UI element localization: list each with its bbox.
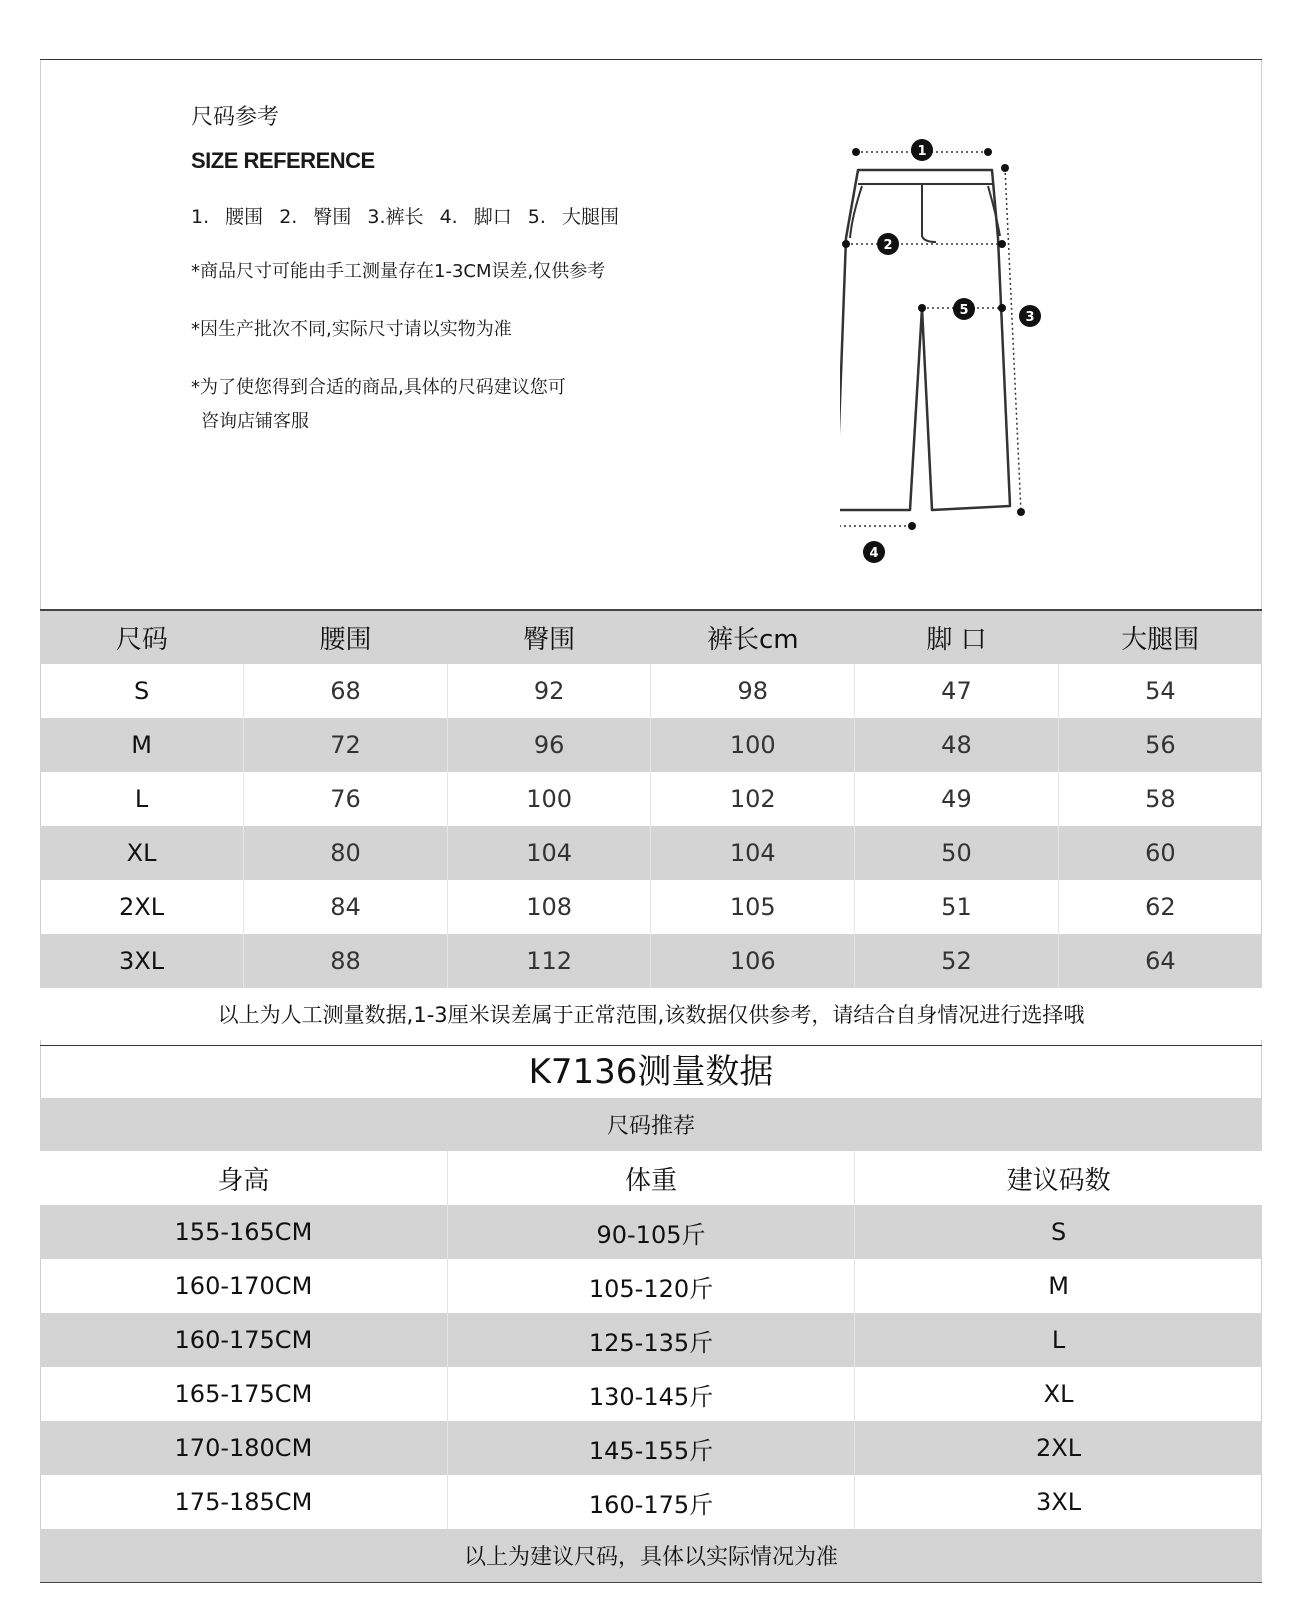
cell-hem: 52 (855, 934, 1059, 988)
cell-thigh: 60 (1058, 826, 1262, 880)
cell-hip: 100 (447, 772, 651, 826)
marker-3-label: 3 (1025, 310, 1035, 325)
cell-hip: 92 (447, 664, 651, 718)
header-hem: 脚 口 (855, 610, 1059, 664)
top-divider (40, 59, 1262, 60)
header-size: 尺码 (40, 610, 244, 664)
cell-thigh: 62 (1145, 893, 1176, 921)
pants-outline (840, 170, 1010, 510)
marker-1-label: 1 (917, 144, 927, 159)
marker-2-label: 2 (883, 238, 893, 253)
table-row (40, 880, 1262, 934)
header-thigh: 大腿围 (1058, 610, 1262, 664)
cell-size: M (40, 718, 244, 772)
size-table-header-row (40, 610, 1262, 664)
cell-length: 100 (651, 718, 855, 772)
header-length: 裤长cm (651, 610, 855, 664)
note-batch-difference: *因生产批次不同,实际尺寸请以实物为准 (191, 319, 512, 340)
table-row (40, 1367, 1262, 1421)
cell-height: 160-170CM (40, 1259, 447, 1313)
cell-waist: 80 (244, 826, 448, 880)
hip-left-dot (842, 240, 850, 248)
cell-weight: 105-120斤 (447, 1259, 854, 1313)
recommend-title: 尺码推荐 (40, 1098, 1262, 1151)
cell-weight: 130-145斤 (447, 1367, 854, 1421)
cell-length: 102 (651, 772, 855, 826)
cell-waist: 68 (244, 664, 448, 718)
cell-size: 3XL (40, 934, 244, 988)
header-height: 身高 (40, 1151, 447, 1205)
cell-suggested-size: 2XL (855, 1421, 1262, 1475)
thigh-left-dot (918, 304, 926, 312)
header-suggested-size: 建议码数 (855, 1151, 1262, 1205)
cell-hem: 50 (855, 826, 1059, 880)
measurement-legend: 1. 腰围 2. 臀围 3.裤长 4. 脚口 5. 大腿围 (191, 206, 619, 228)
cell-suggested-size: S (855, 1205, 1262, 1259)
header-hip: 臀围 (447, 610, 651, 664)
recommend-header-row (40, 1151, 1262, 1205)
cell-suggested-size: XL (1043, 1380, 1074, 1408)
length-bottom-dot (1017, 508, 1025, 516)
table-row (40, 826, 1262, 880)
table-row (40, 1475, 1262, 1529)
cell-weight: 145-155斤 (447, 1421, 854, 1475)
cell-weight: 125-135斤 (447, 1313, 854, 1367)
cell-hem: 48 (855, 718, 1059, 772)
cell-suggested-size: M (1048, 1272, 1069, 1300)
cell-thigh: 54 (1145, 677, 1176, 705)
marker-5-label: 5 (959, 303, 969, 318)
note-contact-service: *为了使您得到合适的商品,具体的尺码建议您可 (191, 377, 566, 398)
table-row (40, 934, 1262, 988)
table-row (40, 718, 1262, 772)
cell-height: 165-175CM (40, 1367, 447, 1421)
cell-hip: 96 (447, 718, 651, 772)
size-reference-block (191, 100, 751, 439)
cell-waist: 84 (244, 880, 448, 934)
cell-length: 104 (651, 826, 855, 880)
cell-weight: 160-175斤 (447, 1475, 854, 1529)
cell-length: 98 (651, 664, 855, 718)
length-top-dot (1001, 164, 1009, 172)
waist-right-dot (984, 148, 992, 156)
cell-waist: 88 (244, 934, 448, 988)
pants-measurement-diagram (840, 136, 1080, 576)
cell-height: 170-180CM (40, 1421, 447, 1475)
cell-length: 106 (651, 934, 855, 988)
cell-thigh: 58 (1145, 785, 1176, 813)
cell-size: L (40, 772, 244, 826)
header-waist: 腰围 (244, 610, 448, 664)
table-row (40, 1205, 1262, 1259)
reference-title-cn: 尺码参考 (191, 105, 280, 130)
fly-line (922, 184, 936, 242)
reference-title-en: SIZE REFERENCE (191, 148, 375, 173)
recommend-footer-row (40, 1529, 1262, 1583)
table-row (40, 1421, 1262, 1475)
recommend-title-row (40, 1098, 1262, 1151)
marker-4-label: 4 (869, 546, 879, 561)
hem-right-dot (908, 522, 916, 530)
cell-height: 155-165CM (40, 1205, 447, 1259)
table-row (40, 772, 1262, 826)
cell-hem: 49 (855, 772, 1059, 826)
cell-height: 175-185CM (40, 1475, 447, 1529)
table-row (40, 1259, 1262, 1313)
cell-suggested-size: 3XL (1036, 1488, 1082, 1516)
cell-suggested-size: L (855, 1313, 1262, 1367)
cell-waist: 76 (244, 772, 448, 826)
cell-size: 2XL (40, 880, 244, 934)
table-row (40, 664, 1262, 718)
size-measurement-table (40, 609, 1262, 1040)
cell-weight: 90-105斤 (447, 1205, 854, 1259)
size-recommendation-table (40, 1098, 1262, 1583)
cell-hem: 47 (855, 664, 1059, 718)
cell-length: 105 (651, 880, 855, 934)
cell-hip: 108 (447, 880, 651, 934)
note-measurement-error: *商品尺寸可能由手工测量存在1-3CM误差,仅供参考 (191, 261, 606, 282)
cell-size: S (40, 664, 244, 718)
note-contact-service-cont: 咨询店铺客服 (201, 411, 309, 432)
cell-waist: 72 (244, 718, 448, 772)
waist-left-dot (852, 148, 860, 156)
thigh-right-dot (998, 304, 1006, 312)
cell-thigh: 64 (1058, 934, 1262, 988)
size-table-note-row (40, 988, 1262, 1040)
cell-thigh: 56 (1058, 718, 1262, 772)
cell-hem: 51 (855, 880, 1059, 934)
cell-hip: 112 (447, 934, 651, 988)
recommend-footer: 以上为建议尺码，具体以实际情况为准 (40, 1529, 1262, 1583)
header-weight: 体重 (447, 1151, 854, 1205)
cell-hip: 104 (447, 826, 651, 880)
hip-right-dot (998, 240, 1006, 248)
table-row (40, 1313, 1262, 1367)
cell-height: 160-175CM (40, 1313, 447, 1367)
size-table-note: 以上为人工测量数据,1-3厘米误差属于正常范围,该数据仅供参考，请结合自身情况进行选择哦 (40, 988, 1262, 1040)
cell-size: XL (40, 826, 244, 880)
model-measurement-title: K7136测量数据 (40, 1045, 1262, 1099)
